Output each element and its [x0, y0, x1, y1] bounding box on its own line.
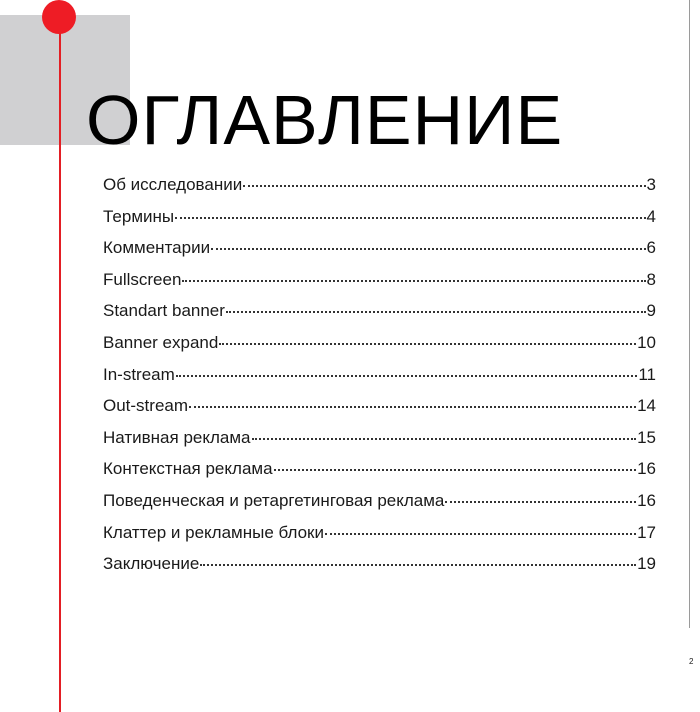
- toc-entry[interactable]: [103, 396, 656, 428]
- toc-entry-page: 3: [646, 175, 656, 194]
- toc-entry-title: In-stream: [103, 364, 175, 384]
- toc-entry-page: 19: [637, 554, 656, 574]
- page-number: 2: [689, 657, 694, 666]
- toc-entry-title: Контекстная реклама: [103, 459, 273, 479]
- toc-entry-title: Fullscreen: [103, 269, 182, 289]
- toc-entry[interactable]: [103, 459, 656, 491]
- toc-entry[interactable]: [103, 175, 656, 207]
- toc-entry[interactable]: [103, 207, 656, 239]
- toc-entry-title: Нативная реклама: [103, 427, 251, 447]
- toc-entry-page: 14: [637, 396, 656, 416]
- toc-dot-leader: [325, 533, 636, 535]
- toc-dot-leader: [226, 311, 646, 313]
- toc-dot-leader: [219, 343, 636, 345]
- toc-entry-title: Banner expand: [103, 332, 219, 352]
- toc-entry[interactable]: [103, 365, 656, 397]
- toc-entry-page: 6: [646, 238, 656, 258]
- toc-dot-leader: [243, 185, 645, 187]
- toc-entry-page: 8: [646, 269, 656, 289]
- toc-entry-page: 9: [646, 301, 656, 321]
- toc-entry[interactable]: [103, 301, 656, 333]
- toc-dot-leader: [211, 248, 645, 250]
- toc-entry[interactable]: [103, 523, 656, 555]
- toc-entry[interactable]: [103, 428, 656, 460]
- table-of-contents: [103, 175, 656, 586]
- toc-entry-title: Клаттер и рекламные блоки: [103, 522, 324, 542]
- toc-entry-page: 4: [646, 206, 656, 226]
- toc-dot-leader: [200, 564, 636, 566]
- decorative-red-dot: [42, 0, 76, 34]
- decorative-red-line: [59, 16, 61, 712]
- toc-entry[interactable]: [103, 491, 656, 523]
- toc-entry-title: Out-stream: [103, 396, 189, 416]
- toc-entry-title: Поведенческая и ретаргетинговая реклама: [103, 490, 445, 510]
- toc-dot-leader: [176, 375, 638, 377]
- toc-entry-title: Комментарии: [103, 238, 211, 258]
- toc-entry-page: 15: [637, 427, 656, 447]
- toc-entry-page: 10: [637, 332, 656, 352]
- toc-dot-leader: [189, 406, 636, 408]
- toc-entry-title: Заключение: [103, 554, 200, 574]
- toc-entry-title: Термины: [103, 206, 175, 226]
- toc-dot-leader: [445, 501, 636, 503]
- toc-entry-page: 11: [638, 364, 656, 384]
- toc-entry[interactable]: [103, 270, 656, 302]
- page-edge-line: [689, 0, 690, 628]
- toc-entry-page: 16: [637, 459, 656, 479]
- toc-dot-leader: [274, 469, 637, 471]
- toc-dot-leader: [175, 217, 645, 219]
- toc-entry[interactable]: [103, 333, 656, 365]
- toc-dot-leader: [182, 280, 645, 282]
- toc-entry-page: 17: [637, 522, 656, 542]
- toc-entry-title: Standart banner: [103, 301, 225, 321]
- page-title: ОГЛАВЛЕНИЕ: [86, 81, 564, 159]
- toc-entry-title: Об исследовании: [103, 175, 243, 194]
- toc-dot-leader: [252, 438, 637, 440]
- toc-entry[interactable]: [103, 554, 656, 586]
- toc-entry-page: 16: [637, 490, 656, 510]
- toc-entry[interactable]: [103, 238, 656, 270]
